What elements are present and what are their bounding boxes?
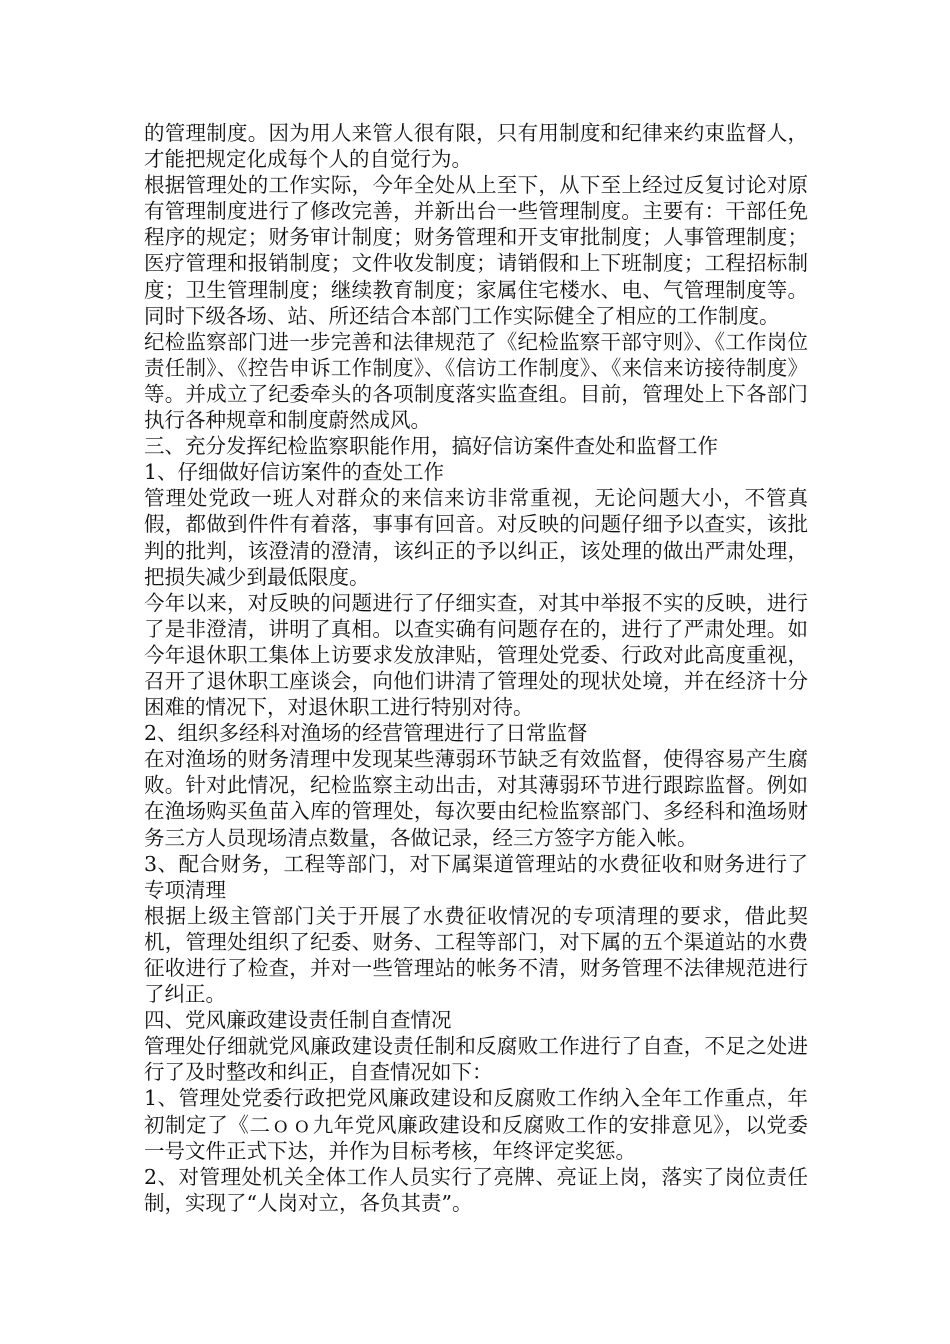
section-heading: 四、党风廉政建设责任制自查情况 bbox=[144, 1008, 452, 1033]
subsection-heading: 1、仔细做好信访案件的查处工作 bbox=[144, 460, 445, 485]
subsection-heading: 3、配合财务，工程等部门，对下属渠道管理站的水费征收和财务进行了专项清理 bbox=[144, 851, 808, 902]
subsection-heading: 2、组织多经科对渔场的经营管理进行了日常监督 bbox=[144, 721, 588, 746]
body-paragraph: 根据管理处的工作实际，今年全处从上至下，从下至上经过反复讨论对原有管理制度进行了修改完善，并新出台一些管理制度。主要有：干部任免程序的规定；财务审计制度；财务管理和开支审批制度；人事管理制度；医疗管理和报销制度；文件收发制度；请销假和上下班制度；工程招标制度；卫生管理制度；继续教育制度；家属住宅楼水、电、气管理制度等。同时下级各场、站、所还结合本部门工作实际健全了相应的工作制度。 bbox=[144, 173, 808, 328]
body-paragraph: 管理处仔细就党风廉政建设责任制和反腐败工作进行了自查，不足之处进行了及时整改和纠正，自查情况如下： bbox=[144, 1034, 808, 1085]
body-paragraph: 的管理制度。因为用人来管人很有限，只有用制度和纪律来约束监督人，才能把规定化成每个人的自觉行为。 bbox=[144, 121, 808, 172]
section-heading: 三、充分发挥纪检监察职能作用，搞好信访案件查处和监督工作 bbox=[144, 434, 718, 459]
body-paragraph: 今年以来，对反映的问题进行了仔细实查，对其中举报不实的反映，进行了是非澄清，讲明了真相。以查实确有问题存在的，进行了严肃处理。如今年退休职工集体上访要求发放津贴，管理处党委、行政对此高度重视，召开了退休职工座谈会，向他们讲清了管理处的现状处境，并在经济十分困难的情况下，对退休职工进行特别对待。 bbox=[144, 590, 808, 720]
body-paragraph: 管理处党政一班人对群众的来信来访非常重视，无论问题大小，不管真假，都做到件件有着落，事事有回音。对反映的问题仔细予以查实，该批判的批判，该澄清的澄清，该纠正的予以纠正，该处理的做出严肃处理，把损失减少到最低限度。 bbox=[144, 486, 808, 589]
body-paragraph: 在对渔场的财务清理中发现某些薄弱环节缺乏有效监督，使得容易产生腐败。针对此情况，纪检监察主动出击，对其薄弱环节进行跟踪监督。例如在渔场购买鱼苗入库的管理处，每次要由纪检监察部门、多经科和渔场财务三方人员现场清点数量，各做记录，经三方签字方能入帐。 bbox=[144, 747, 808, 850]
list-item: 1、管理处党委行政把党风廉政建设和反腐败工作纳入全年工作重点，年初制定了《二ｏｏ九年党风廉政建设和反腐败工作的安排意见》，以党委一号文件正式下达，并作为目标考核，年终评定奖惩。 bbox=[144, 1086, 808, 1163]
body-paragraph: 根据上级主管部门关于开展了水费征收情况的专项清理的要求，借此契机，管理处组织了纪委、财务、工程等部门，对下属的五个渠道站的水费征收进行了检查，并对一些管理站的帐务不清，财务管理不法律规范进行了纠正。 bbox=[144, 903, 808, 1007]
document-page bbox=[144, 120, 808, 1216]
list-item: 2、对管理处机关全体工作人员实行了亮牌、亮证上岗，落实了岗位责任制，实现了“人岗对立，各负其责”。 bbox=[144, 1164, 808, 1215]
body-paragraph: 纪检监察部门进一步完善和法律规范了《纪检监察干部守则》、《工作岗位责任制》、《控告申诉工作制度》、《信访工作制度》、《来信来访接待制度》等。并成立了纪委牵头的各项制度落实监查组。目前，管理处上下各部门执行各种规章和制度蔚然成风。 bbox=[144, 329, 808, 433]
